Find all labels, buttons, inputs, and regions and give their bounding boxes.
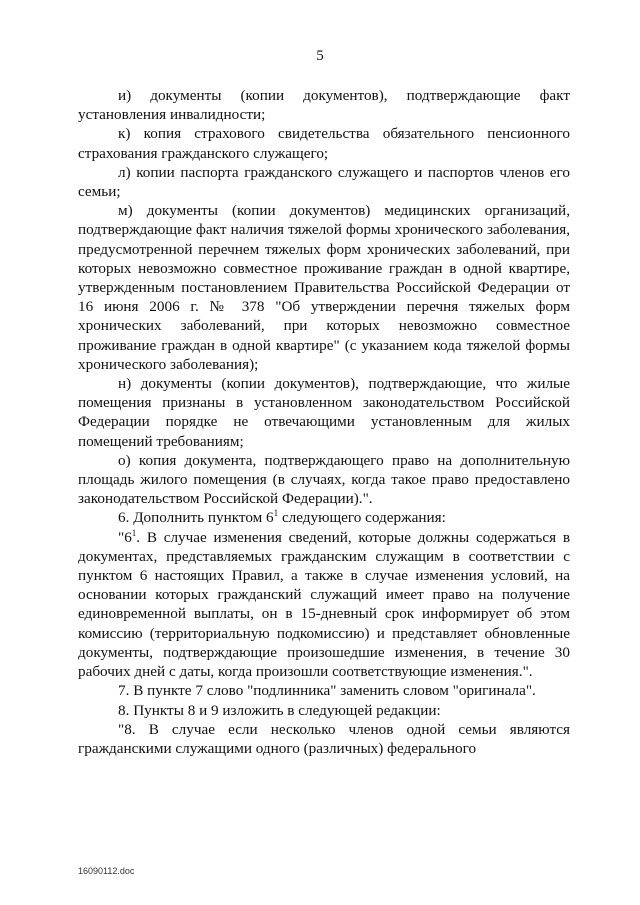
- document-body: [78, 86, 570, 758]
- paragraph-point-8-text: "8. В случае если несколько членов одной семьи являются гражданскими служащими одного (различных) федерального: [78, 720, 570, 757]
- paragraph-point-8: 8. Пункты 8 и 9 изложить в следующей редакции:: [118, 701, 441, 719]
- paragraph-point-6-text: 6. Дополнить пунктом 6: [118, 509, 274, 527]
- superscript: 1: [273, 508, 279, 519]
- paragraph-item-k: к) копия страхового свидетельства обязательного пенсионного страхования гражданского служащего;: [78, 125, 570, 162]
- paragraph-item-l: л) копии паспорта гражданского служащего и паспортов членов его семьи;: [78, 163, 570, 201]
- paragraph-point-6: [78, 508, 570, 527]
- paragraph-point-7: 7. В пункте 7 слово "подлинника" заменить словом "оригинала".: [118, 682, 536, 700]
- paragraph-point-6-tail: следующего содержания:: [281, 509, 446, 527]
- paragraph-point-6-1: [78, 528, 570, 682]
- paragraph-item-n: н) документы (копии документов), подтверждающие, что жилые помещения признаны в установленном законодательством Российской Федерации порядке не отвечающими установленным для жилых помещений требованиям;: [78, 375, 570, 450]
- paragraph-point-6-1-start: "6: [118, 528, 132, 546]
- page-number: 5: [316, 48, 324, 64]
- paragraph-item-m: м) документы (копии документов) медицинских организаций, подтверждающие факт наличия тяжелой формы хронического заболевания, предусмотренной перечнем тяжелых форм хронических заболеваний, при которых невозможно совместное проживание граждан в одной квартире, утвержденным постановлением Правительства Российской Федерации от 16 июня 2006 г. № 378 "Об утверждении перечня тяжелых форм хронических заболеваний, при которых невозможно совместное проживание граждан в одной квартире" (с указанием кода тяжелой формы хронического заболевания);: [78, 202, 570, 373]
- paragraph-item-o: о) копия документа, подтверждающего право на дополнительную площадь жилого помещения (в случаях, когда такое право предоставлено законодательством Российской Федерации).".: [78, 451, 570, 508]
- footer-filename: 16090112.doc: [78, 866, 135, 876]
- paragraph-item-i: и) документы (копии документов), подтверждающие факт установления инвалидности;: [78, 87, 570, 124]
- paragraph-point-6-1-text: . В случае изменения сведений, которые должны содержаться в документах, представляемых гражданским служащим в соответствии с пунктом 6 настоящих Правил, а также в случае изменения условий, на основании которых гражданский служащий имеет право на получение единовременной выплаты, он в 15-дневный срок информирует об этом комиссию (территориальную подкомиссию) и представляет обновленные документы, подтверждающие произошедшие изменения, в течение 30 рабочих дней с даты, когда произошли соответствующие изменения.".: [78, 528, 570, 681]
- superscript: 1: [131, 527, 137, 538]
